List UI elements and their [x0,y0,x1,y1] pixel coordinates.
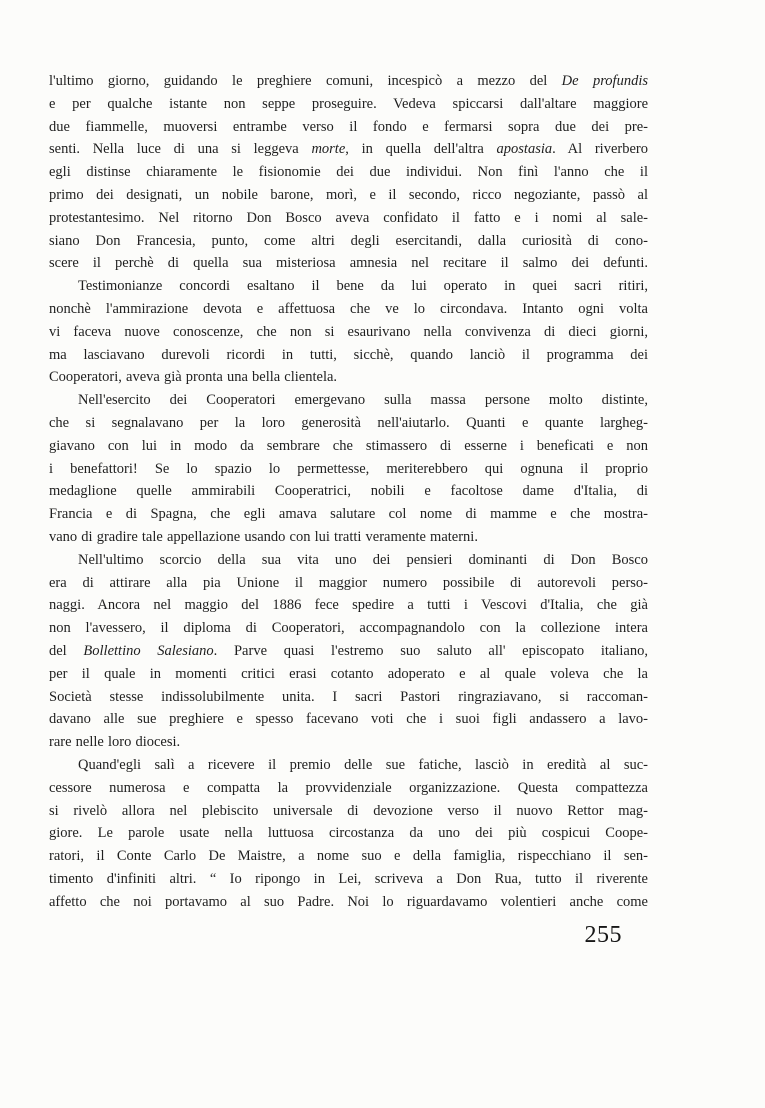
text-segment: era di attirare alla pia Unione il maggior numero possibile di autorevoli perso- [49,574,648,591]
text-line [49,70,648,93]
text-segment: Quand'egli salì a ricevere il premio delle sue fatiche, lasciò in eredità al suc- [78,756,648,773]
text-segment: primo dei designati, un nobile barone, morì, e il secondo, ricco negoziante, passò al [49,186,648,203]
text-line [49,617,648,640]
text-line [49,480,648,503]
text-segment: Nell'esercito dei Cooperatori emergevano sulla massa persone molto distinte, [78,392,648,409]
text-segment: giavano con lui in modo da sembrare che stimassero di esserne i beneficati e non [49,437,648,454]
text-segment: . Al riverbero [552,141,648,158]
text-segment: . Parve quasi l'estremo suo saluto all' episcopato italiano, [213,642,648,659]
text-line [49,138,648,161]
text-segment: nonchè l'ammirazione devota e affettuosa che ve lo circondava. Intanto ogni volta [49,300,648,317]
text-line [49,777,648,800]
text-line [49,708,648,731]
text-segment: davano alle sue preghiere e spesso facevano voti che i suoi figli andassero a lavo- [49,711,648,728]
italic-text: Bollettino Salesiano [83,642,214,659]
text-segment: vano di gradire tale appellazione usando con lui tratti veramente materni. [49,528,478,545]
text-segment: giore. Le parole usate nella luttuosa circostanza da uno dei più cospicui Coope- [49,825,648,842]
text-segment: l'ultimo giorno, guidando le preghiere comuni, incespicò a mezzo del [49,73,562,89]
text-line [49,321,648,344]
text-segment: , in quella dell'altra [345,141,497,158]
text-line [49,526,648,549]
text-segment: vi faceva nuove conoscenze, che non si esaurivano nella convivenza di dieci giorni, [49,323,648,340]
text-line [49,366,648,389]
text-segment: siano Don Francesia, punto, come altri degli esercitandi, dalla curiosità di cono- [49,232,648,249]
text-line [49,435,648,458]
text-line [49,640,648,663]
text-line [49,800,648,823]
text-segment: medaglione quelle ammirabili Cooperatrici, nobili e facoltose dame d'Italia, di [49,483,648,500]
text-segment: Società stesse indissolubilmente unita. I sacri Pastori ringraziavano, si raccoman- [49,688,648,705]
paragraph [49,754,648,914]
text-segment: che si segnalavano per la loro generosità nell'aiutarlo. Quanti e quante largheg- [49,414,648,431]
text-segment: e per qualche istante non seppe proseguire. Vedeva spiccarsi dall'altare maggiore [49,95,648,112]
text-line [49,275,648,298]
text-segment: affetto che noi portavamo al suo Padre. Noi lo riguardavamo volentieri anche come [49,893,648,910]
text-segment: due fiammelle, muoversi entrambe verso il fondo e fermarsi sopra due dei pre- [49,118,648,135]
italic-text: De profundis [561,73,648,89]
text-line [49,594,648,617]
text-line [49,230,648,253]
text-line [49,207,648,230]
text-line [49,503,648,526]
text-segment: per il quale in momenti critici erasi cotanto adoperato e al quale voleva che la [49,665,648,682]
text-line [49,161,648,184]
text-line [49,845,648,868]
text-segment: del [49,642,84,659]
text-segment: ma lasciavano durevoli ricordi in tutti, sicchè, quando lanciò il programma dei [49,346,648,363]
body-text [49,70,648,913]
text-segment: egli distinse chiaramente le fisionomie dei due individui. Non finì l'anno che il [49,164,648,181]
text-line [49,549,648,572]
text-line [49,686,648,709]
text-segment: i benefattori! Se lo spazio lo permettesse, meriterebbero qui ognuna il proprio [49,460,648,477]
text-line [49,344,648,367]
text-segment: rare nelle loro diocesi. [49,734,181,751]
text-segment: Cooperatori, aveva già pronta una bella clientela. [49,369,338,386]
text-segment: cessore numerosa e compatta la provvidenziale organizzazione. Questa compattezza [49,779,648,796]
text-line [49,252,648,275]
text-line [49,754,648,777]
paragraph [49,549,648,754]
text-line [49,116,648,139]
text-line [49,389,648,412]
paragraph [49,275,648,389]
text-line [49,458,648,481]
text-segment: Testimonianze concordi esaltano il bene da lui operato in quei sacri ritiri, [78,278,648,295]
text-segment: senti. Nella luce di una si leggeva [49,141,312,158]
text-line [49,93,648,116]
text-segment: si rivelò allora nel plebiscito universale di devozione verso il nuovo Rettor mag- [49,802,648,819]
text-line [49,822,648,845]
text-segment: ratori, il Conte Carlo De Maistre, a nome suo e della famiglia, rispecchiano il sen- [49,848,648,865]
text-line [49,731,648,754]
page-number: 255 [584,922,622,948]
text-segment: Nell'ultimo scorcio della sua vita uno dei pensieri dominanti di Don Bosco [78,551,648,568]
text-line [49,868,648,891]
text-line [49,412,648,435]
italic-text: apostasia [496,141,553,158]
text-segment: Francia e di Spagna, che egli amava salutare col nome di mamme e che mostra- [49,506,648,523]
text-line [49,184,648,207]
italic-text: morte [311,141,346,158]
text-line [49,891,648,914]
text-segment: naggi. Ancora nel maggio del 1886 fece spedire a tutti i Vescovi d'Italia, che già [49,597,648,614]
text-segment: protestantesimo. Nel ritorno Don Bosco aveva confidato il fatto e i nomi al sale- [49,209,648,226]
paragraph [49,389,648,549]
text-line [49,663,648,686]
paragraph [49,70,648,275]
text-line [49,298,648,321]
text-segment: timento d'infiniti altri. “ Io ripongo in Lei, scriveva a Don Rua, tutto il riverente [49,870,648,887]
text-line [49,572,648,595]
text-segment: non l'avessero, il diploma di Cooperatori, accompagnandolo con la collezione intera [49,620,648,637]
text-segment: scere il perchè di quella sua misteriosa amnesia nel recitare il salmo dei defunti. [49,255,648,272]
